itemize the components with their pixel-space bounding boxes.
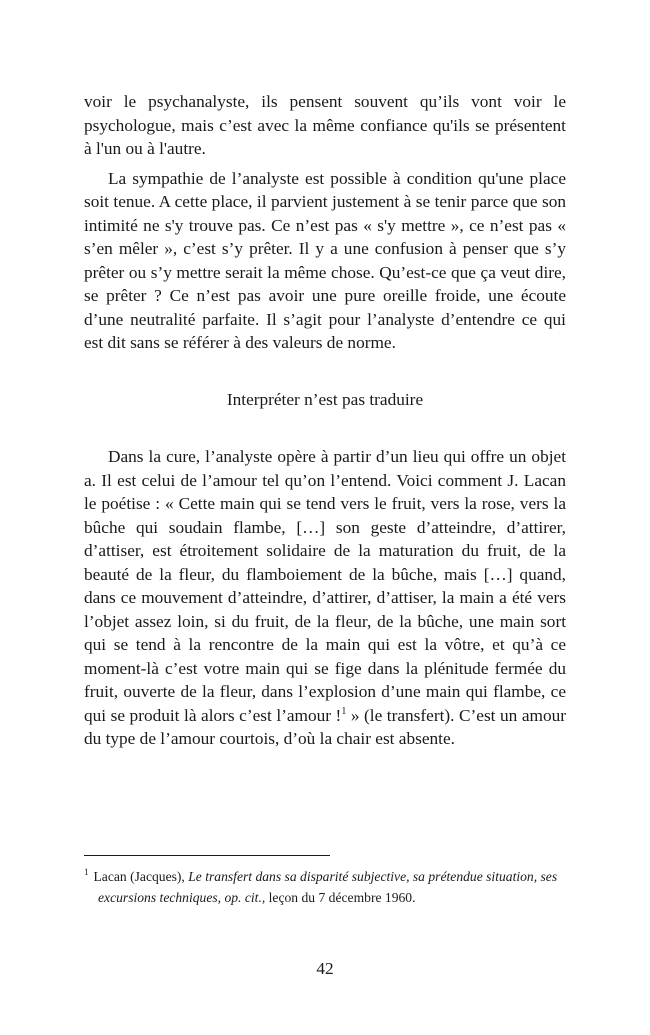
footnote-author: Lacan (Jacques), bbox=[93, 869, 189, 884]
section-title: Interpréter n’est pas traduire bbox=[226, 389, 424, 409]
paragraph-3-text-end: » (le transfert). C’est un amour du type de l’amour courtois, d’où la chair est absente. bbox=[84, 705, 566, 748]
footnote-reference[interactable]: 1 bbox=[341, 705, 347, 717]
paragraph-3 bbox=[84, 445, 566, 751]
footnote-divider bbox=[84, 855, 330, 856]
footnote-title: Le transfert dans sa disparité subjective, sa prétendue situation, ses excursions techniques, op. cit., bbox=[98, 869, 558, 905]
footnote-rest: leçon du 7 décembre 1960. bbox=[265, 890, 416, 905]
footnote bbox=[84, 866, 566, 908]
paragraph-1: voir le psychanalyste, ils pensent souvent qu’ils vont voir le psychologue, mais c’est avec la même confiance qu'ils se présentent à l'un ou à l'autre. bbox=[84, 92, 566, 158]
page-number: 42 bbox=[316, 959, 334, 978]
footnote-number: 1 bbox=[84, 867, 89, 878]
paragraph-3-text: Dans la cure, l’analyste opère à partir d’un lieu qui offre un objet a. Il est celui de l’amour tel qu’on l’entend. Voici comment J. Lacan le poétise : « Cette main qui se tend vers le fruit, vers la rose, vers la bûche qui soudain flambe, […] son geste d’atteindre, d’attirer, d’attiser, est étroitement solidaire de la maturation du fruit, de la beauté de la fleur, du flamboiement de la bûche, mais […] quand, dans ce mouvement d’atteindre, d’attirer, d’attiser, la main a été vers l’objet assez loin, si du fruit, de la fleur, de la bûche, une main sort qui se tend à la rencontre de la main qui est la vôtre, et qu’à ce moment-là c’est votre main qui se fige dans la plénitude fermée du fruit, ouverte de la fleur, dans l’explosion d’une main qui flambe, ce qui se produit là alors c’est l’amour ! bbox=[84, 447, 566, 725]
paragraph-2: La sympathie de l’analyste est possible à condition qu'une place soit tenue. A cette place, il parvient justement à se tenir parce que son intimité ne s'y trouve pas. Ce n’est pas « s'y mettre », ce n’est pas « s’en mêler », c’est s’y prêter. Il y a une confusion à penser que s’y prêter ou s’y mettre serait la même chose. Qu’est-ce que ça veut dire, se prêter ? Ce n’est pas avoir une pure oreille froide, une écoute d’une neutralité parfaite. Il s’agit pour l’analyste d’entendre ce qui est dit sans se référer à des valeurs de norme. bbox=[84, 168, 566, 352]
page-body bbox=[84, 90, 566, 757]
